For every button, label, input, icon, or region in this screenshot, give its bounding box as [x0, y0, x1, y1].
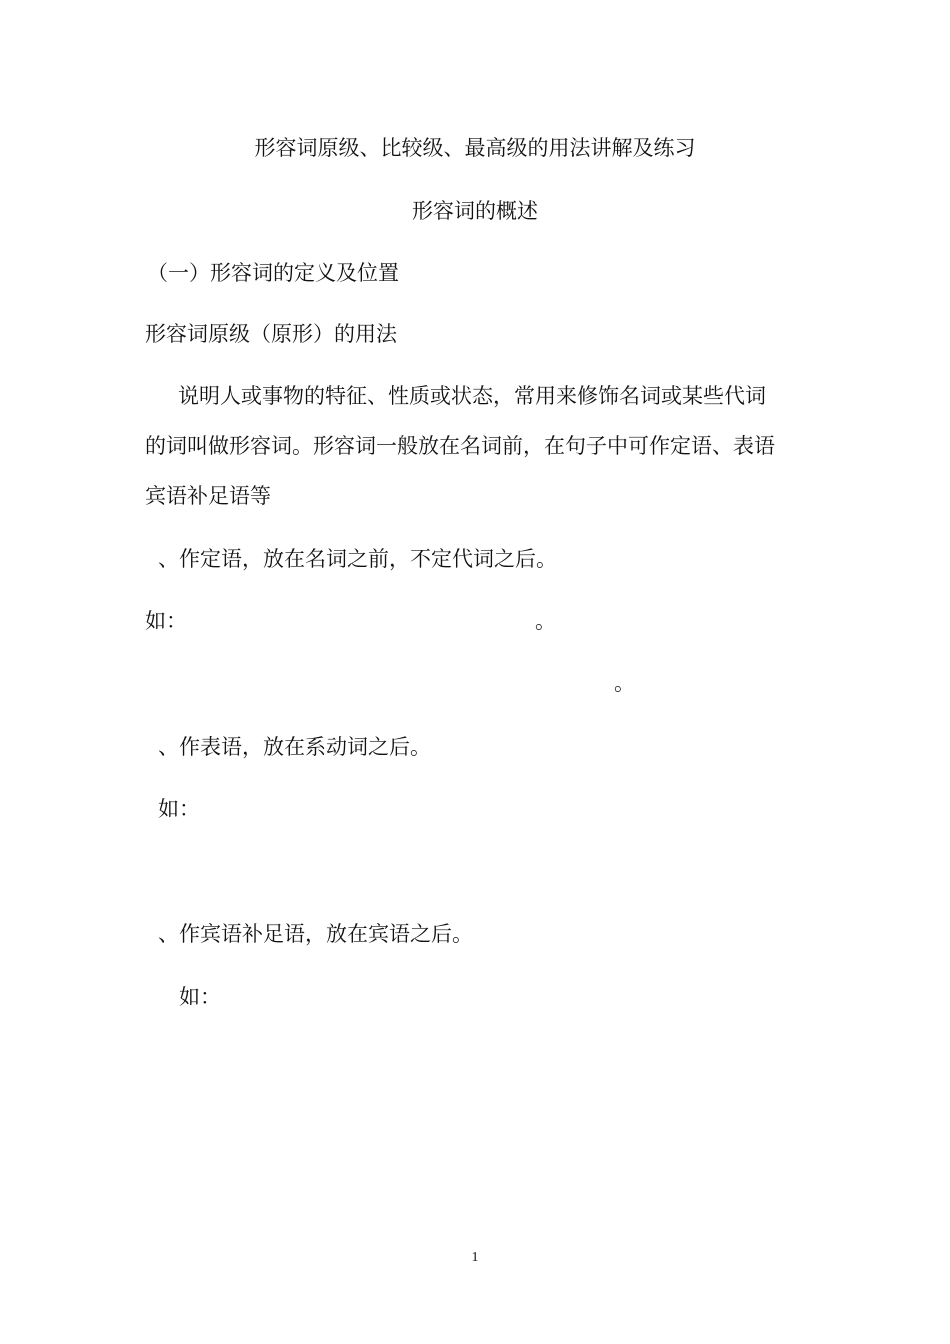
example-period-mark: 。	[614, 671, 635, 695]
usage-heading: 、作表语，放在系动词之后。	[158, 735, 431, 759]
usage-heading: 、作宾语补足语，放在宾语之后。	[158, 922, 473, 946]
usage-heading: 、作定语，放在名词之前，不定代词之后。	[158, 547, 557, 571]
example-label: 如：	[158, 797, 200, 821]
document-subtitle: 形容词的概述	[412, 199, 538, 223]
section-heading: （一）形容词的定义及位置	[147, 261, 399, 285]
paragraph-line: 宾语补足语等	[145, 484, 271, 508]
page-number: 1	[471, 1250, 479, 1265]
document-title: 形容词原级、比较级、最高级的用法讲解及练习	[254, 136, 696, 160]
paragraph-line: 说明人或事物的特征、性质或状态，常用来修饰名词或某些代词	[178, 384, 766, 408]
example-label: 如：	[179, 985, 221, 1009]
example-period-mark: 。	[535, 609, 556, 633]
paragraph-line: 的词叫做形容词。形容词一般放在名词前，在句子中可作定语、表语	[145, 434, 775, 458]
subheading: 形容词原级（原形）的用法	[145, 322, 397, 346]
example-label: 如：	[145, 609, 187, 633]
